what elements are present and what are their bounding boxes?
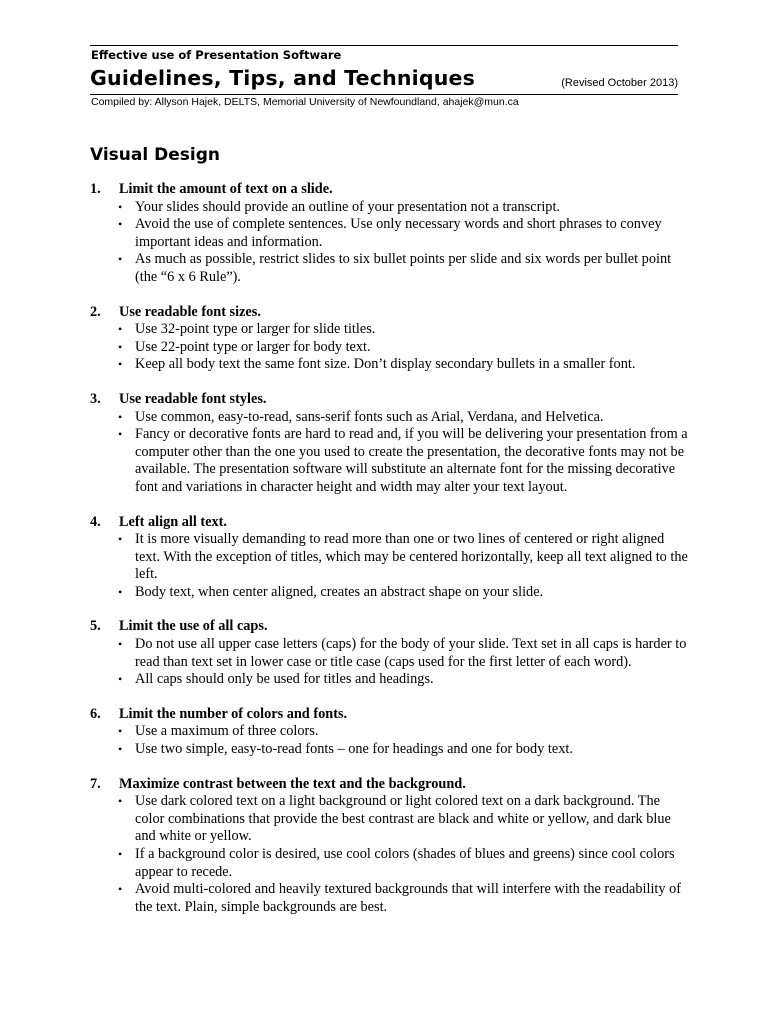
bullet-item [118,584,690,602]
bullet-list [90,199,690,287]
guideline-heading-text: Limit the amount of text on a slide. [119,181,333,197]
bullet-icon: • [118,409,123,424]
bullet-item [118,356,690,374]
bullet-icon: • [118,252,123,267]
bullet-icon: • [118,532,123,547]
document-kicker: Effective use of Presentation Software [91,48,342,62]
bullet-text: Use two simple, easy-to-read fonts – one for headings and one for body text. [135,741,573,758]
guideline-heading [90,391,690,409]
bullet-icon: • [118,794,123,809]
bullet-icon: • [118,339,123,354]
bullet-item [118,339,690,357]
bullet-item [118,199,690,217]
guideline-item [90,514,690,602]
bullet-text: Body text, when center aligned, creates an abstract shape on your slide. [135,583,544,600]
bullet-item [118,671,690,689]
guideline-item [90,391,690,497]
guideline-number: 4. [90,513,101,530]
header-top-rule [90,45,678,46]
bullet-text: Avoid multi-colored and heavily textured backgrounds that will interfere with the readability of the text. Plain, simple backgrounds are best. [135,881,682,915]
guideline-item [90,304,690,374]
bullet-list [90,321,690,374]
guideline-heading-text: Maximize contrast between the text and the background. [119,775,466,792]
bullet-text: All caps should only be used for titles and headings. [135,671,434,688]
bullet-item [118,793,690,846]
bullet-text: Use 22-point type or larger for body text. [135,338,371,355]
guideline-item [90,776,690,917]
bullet-item [118,741,690,759]
guideline-number: 7. [90,775,101,792]
bullet-item [118,636,690,671]
bullet-icon: • [118,357,123,372]
bullet-icon: • [118,742,123,757]
bullet-text: Avoid the use of complete sentences. Use only necessary words and short phrases to convey important ideas and information. [135,216,662,250]
guideline-number: 2. [90,303,101,320]
bullet-item [118,251,690,286]
document-title: Guidelines, Tips, and Techniques [90,66,476,90]
guideline-number: 3. [90,390,101,407]
compiled-by: Compiled by: Allyson Hajek, DELTS, Memorial University of Newfoundland, ahajek@mun.ca [91,96,519,108]
section-title: Visual Design [90,145,220,165]
bullet-list [90,723,690,758]
bullet-text: Use common, easy-to-read, sans-serif fonts such as Arial, Verdana, and Helvetica. [135,408,604,425]
bullet-item [118,409,690,427]
bullet-item [118,321,690,339]
guideline-heading [90,706,690,724]
guideline-heading [90,181,690,199]
bullet-icon: • [118,882,123,897]
guideline-item [90,706,690,759]
bullet-icon: • [118,217,123,232]
bullet-text: Use a maximum of three colors. [135,723,319,740]
guideline-heading-text: Use readable font sizes. [119,303,261,320]
guideline-heading-text: Limit the number of colors and fonts. [119,705,348,722]
bullet-text: Do not use all upper case letters (caps) for the body of your slide. Text set in all caps is harder to read than text set in lower case or title case (caps used for the first letter of each word). [135,636,687,670]
bullet-icon: • [118,637,123,652]
bullet-text: Use 32-point type or larger for slide titles. [135,321,376,338]
guideline-heading [90,514,690,532]
bullet-text: Keep all body text the same font size. Don’t display secondary bullets in a smaller font. [135,356,636,373]
bullet-list [90,793,690,916]
bullet-item [118,846,690,881]
guideline-heading-text: Limit the use of all caps. [119,618,268,635]
bullet-text: Your slides should provide an outline of your presentation not a transcript. [135,198,561,215]
guideline-item [90,618,690,688]
guideline-number: 5. [90,618,101,635]
bullet-item [118,531,690,584]
bullet-item [118,426,690,496]
bullet-icon: • [118,322,123,337]
guideline-list [90,181,690,933]
bullet-text: Use dark colored text on a light background or light colored text on a dark background. The color combinations that provide the best contrast are black and white or yellow, and dark blue and white or yellow. [135,793,671,845]
guideline-heading [90,304,690,322]
guideline-item [90,181,690,287]
bullet-item [118,216,690,251]
guideline-heading [90,776,690,794]
bullet-icon: • [118,427,123,442]
bullet-list [90,531,690,601]
header-bottom-rule [90,94,678,95]
guideline-heading-text: Use readable font styles. [119,390,267,407]
bullet-icon: • [118,199,123,214]
guideline-heading [90,618,690,636]
guideline-heading-text: Left align all text. [119,513,228,530]
bullet-icon: • [118,584,123,599]
bullet-text: If a background color is desired, use cool colors (shades of blues and greens) since cool colors appear to recede. [135,846,675,880]
bullet-item [118,881,690,916]
guideline-number: 6. [90,705,101,722]
bullet-icon: • [118,847,123,861]
bullet-text: As much as possible, restrict slides to six bullet points per slide and six words per bullet point (the “6 x 6 Rule”). [135,251,672,285]
revision-date: (Revised October 2013) [561,77,678,89]
guideline-number: 1. [90,181,101,197]
bullet-text: Fancy or decorative fonts are hard to read and, if you will be delivering your presentation from a computer other than the one you used to create the presentation, the decorative fonts may not be available. The presentation software will substitute an alternate font for the missing decorative font and variations in character height and width may alter your text layout. [135,426,688,495]
bullet-icon: • [118,672,123,687]
bullet-item [118,723,690,741]
bullet-list [90,409,690,497]
bullet-text: It is more visually demanding to read more than one or two lines of centered or right aligned text. With the exception of titles, which may be centered horizontally, keep all text aligned to the left. [135,531,688,583]
bullet-icon: • [118,724,123,739]
bullet-list [90,636,690,689]
